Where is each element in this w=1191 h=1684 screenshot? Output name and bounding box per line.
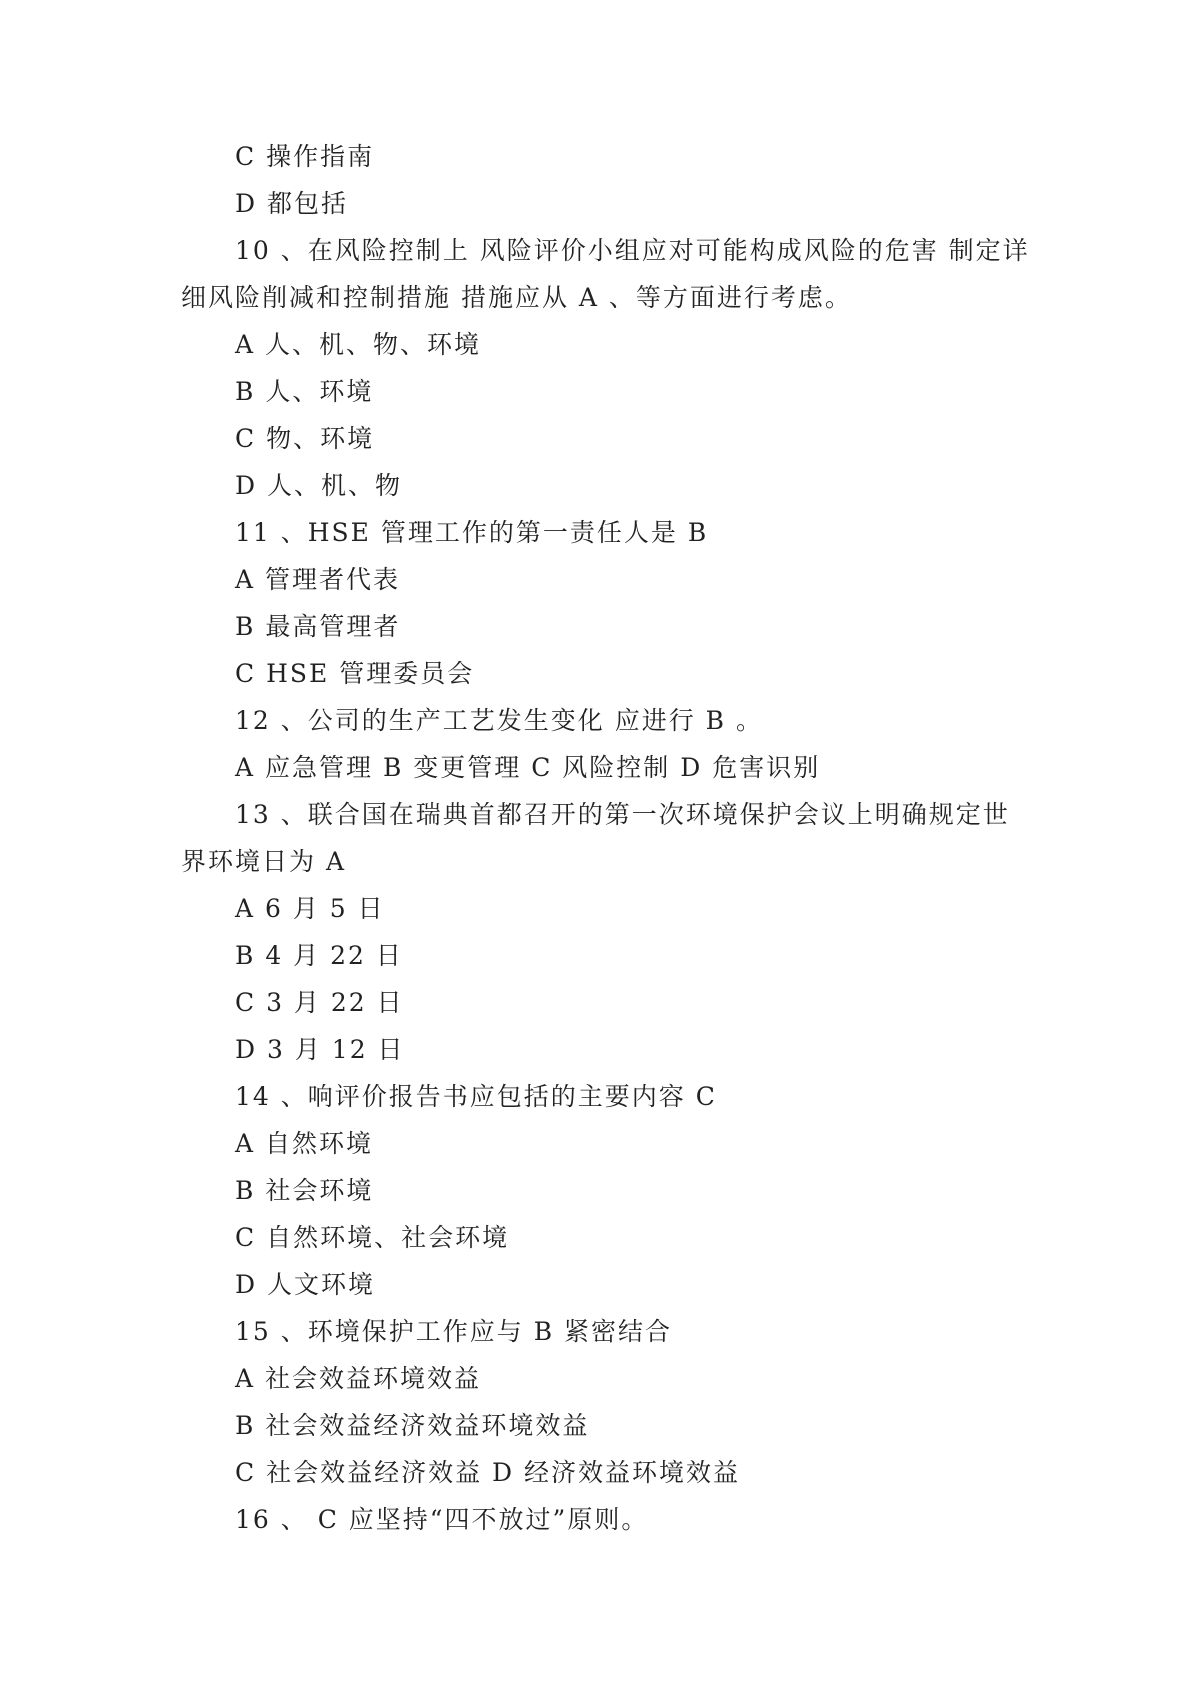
question-line: 13 、联合国在瑞典首都召开的第一次环境保护会议上明确规定世 <box>235 800 1010 829</box>
option-line: B 人、环境 <box>235 377 374 406</box>
question-line: 14 、响评价报告书应包括的主要内容 C <box>235 1082 717 1111</box>
question-line: 15 、环境保护工作应与 B 紧密结合 <box>235 1317 673 1346</box>
option-line: D 人、机、物 <box>235 471 402 500</box>
option-line: C 社会效益经济效益 D 经济效益环境效益 <box>235 1458 741 1487</box>
option-line: D 3 月 12 日 <box>235 1035 405 1064</box>
option-line: A 社会效益环境效益 <box>235 1364 482 1393</box>
option-line: A 人、机、物、环境 <box>235 330 482 359</box>
question-continuation: 界环境日为 A <box>181 847 347 876</box>
question-line: 10 、在风险控制上 风险评价小组应对可能构成风险的危害 制定详 <box>235 236 1030 265</box>
option-line: B 4 月 22 日 <box>235 941 403 970</box>
option-line: A 应急管理 B 变更管理 C 风险控制 D 危害识别 <box>235 753 821 782</box>
option-line: A 管理者代表 <box>235 565 401 594</box>
question-line: 12 、公司的生产工艺发生变化 应进行 B 。 <box>235 706 763 735</box>
option-line: D 都包括 <box>235 189 348 218</box>
option-line: A 6 月 5 日 <box>235 894 385 923</box>
question-line: 11 、HSE 管理工作的第一责任人是 B <box>235 518 709 547</box>
option-line: C 自然环境、社会环境 <box>235 1223 510 1252</box>
question-line: 16 、 C 应坚持“四不放过”原则。 <box>235 1505 649 1534</box>
option-line: C HSE 管理委员会 <box>235 659 475 688</box>
option-line: C 3 月 22 日 <box>235 988 404 1017</box>
question-continuation: 细风险削减和控制措施 措施应从 A 、等方面进行考虑。 <box>181 283 852 312</box>
option-line: C 操作指南 <box>235 142 375 171</box>
option-line: A 自然环境 <box>235 1129 374 1158</box>
option-line: B 社会效益经济效益环境效益 <box>235 1411 590 1440</box>
option-line: B 最高管理者 <box>235 612 401 641</box>
option-line: B 社会环境 <box>235 1176 374 1205</box>
document-body <box>181 133 1030 1543</box>
option-line: C 物、环境 <box>235 424 375 453</box>
option-line: D 人文环境 <box>235 1270 375 1299</box>
